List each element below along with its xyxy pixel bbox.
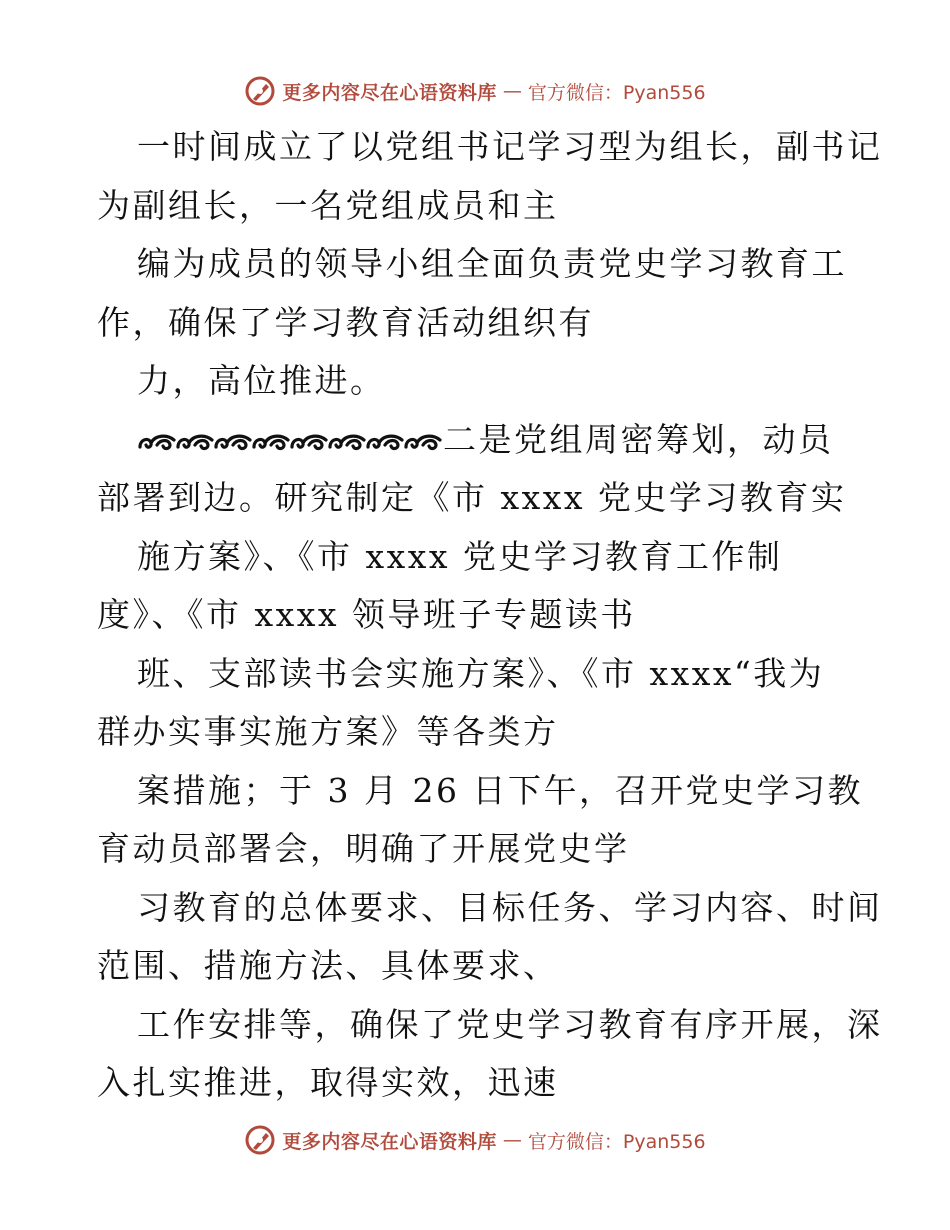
text-line bbox=[97, 879, 883, 938]
pen-circle-logo-icon bbox=[244, 75, 276, 107]
text-line bbox=[97, 645, 867, 704]
text-line-content: 力，高位推进。 bbox=[137, 361, 386, 400]
text-line bbox=[97, 586, 867, 645]
text-line-content: 作，确保了学习教育活动组织有 bbox=[97, 302, 594, 342]
text-line bbox=[97, 703, 867, 762]
swirl-ornament-icon bbox=[213, 431, 253, 453]
text-line-content: 二是党组周密筹划，动员 bbox=[443, 419, 834, 459]
swirl-ornament-icon bbox=[175, 431, 215, 453]
banner-wechat-text: 官方微信：Pyan556 bbox=[527, 81, 706, 104]
text-line bbox=[97, 996, 883, 1055]
ornament-row bbox=[137, 431, 441, 453]
header-banner bbox=[0, 71, 950, 111]
swirl-ornament-icon bbox=[365, 431, 405, 453]
text-line bbox=[97, 294, 867, 353]
text-line bbox=[97, 937, 867, 996]
text-line-content: 班、支部读书会实施方案》、《市 xxxx“我为 bbox=[137, 653, 825, 693]
banner-separator: — bbox=[502, 80, 522, 102]
text-line-content: 施方案》、《市 xxxx 党史学习教育工作制 bbox=[137, 536, 783, 576]
text-line-content: 度》、《市 xxxx 领导班子专题读书 bbox=[97, 595, 636, 634]
text-line-content: 部署到边。研究制定《市 xxxx 党史学习教育实 bbox=[97, 478, 847, 517]
text-line-content: 习教育的总体要求、目标任务、学习内容、时间 bbox=[137, 887, 883, 927]
text-line bbox=[97, 528, 867, 587]
text-line-content: 育动员部署会，明确了开展党史学 bbox=[97, 829, 630, 868]
swirl-ornament-icon bbox=[289, 431, 329, 453]
banner-main-text: 更多内容尽在心语资料库 bbox=[282, 1130, 497, 1153]
swirl-ornament-icon bbox=[403, 431, 443, 453]
text-line bbox=[97, 469, 867, 528]
text-line-content: 范围、措施方法、具体要求、 bbox=[97, 946, 559, 985]
text-line-content: 编为成员的领导小组全面负责党史学习教育工 bbox=[137, 244, 847, 283]
text-line-content: 一时间成立了以党组书记学习型为组长，副书记 bbox=[137, 127, 883, 166]
swirl-ornament-icon bbox=[251, 431, 291, 453]
text-line-content: 群办实事实施方案》等各类方 bbox=[97, 712, 559, 751]
pen-circle-logo-icon bbox=[244, 1124, 276, 1156]
text-line-content: 案措施；于 3 月 26 日下午，召开党史学习教 bbox=[137, 770, 863, 810]
document-body bbox=[97, 118, 883, 1113]
text-line bbox=[97, 820, 867, 879]
header-banner-inner bbox=[244, 75, 705, 107]
text-line bbox=[97, 235, 867, 294]
banner-separator: — bbox=[502, 1129, 522, 1151]
banner-wechat-text: 官方微信：Pyan556 bbox=[527, 1130, 706, 1153]
text-line-content: 为副组长，一名党组成员和主 bbox=[97, 185, 559, 225]
footer-banner bbox=[0, 1120, 950, 1160]
swirl-ornament-icon bbox=[137, 431, 177, 453]
text-line bbox=[97, 1054, 867, 1113]
text-line-content: 工作安排等，确保了党史学习教育有序开展，深 bbox=[137, 1004, 883, 1044]
banner-main-text: 更多内容尽在心语资料库 bbox=[282, 81, 497, 104]
swirl-ornament-icon bbox=[327, 431, 367, 453]
footer-banner-inner bbox=[244, 1124, 705, 1156]
text-line bbox=[97, 762, 867, 821]
text-line bbox=[97, 177, 867, 236]
text-line bbox=[97, 352, 867, 411]
text-line bbox=[97, 118, 883, 177]
text-line bbox=[97, 411, 867, 470]
text-line-content: 入扎实推进，取得实效，迅速 bbox=[97, 1063, 559, 1102]
